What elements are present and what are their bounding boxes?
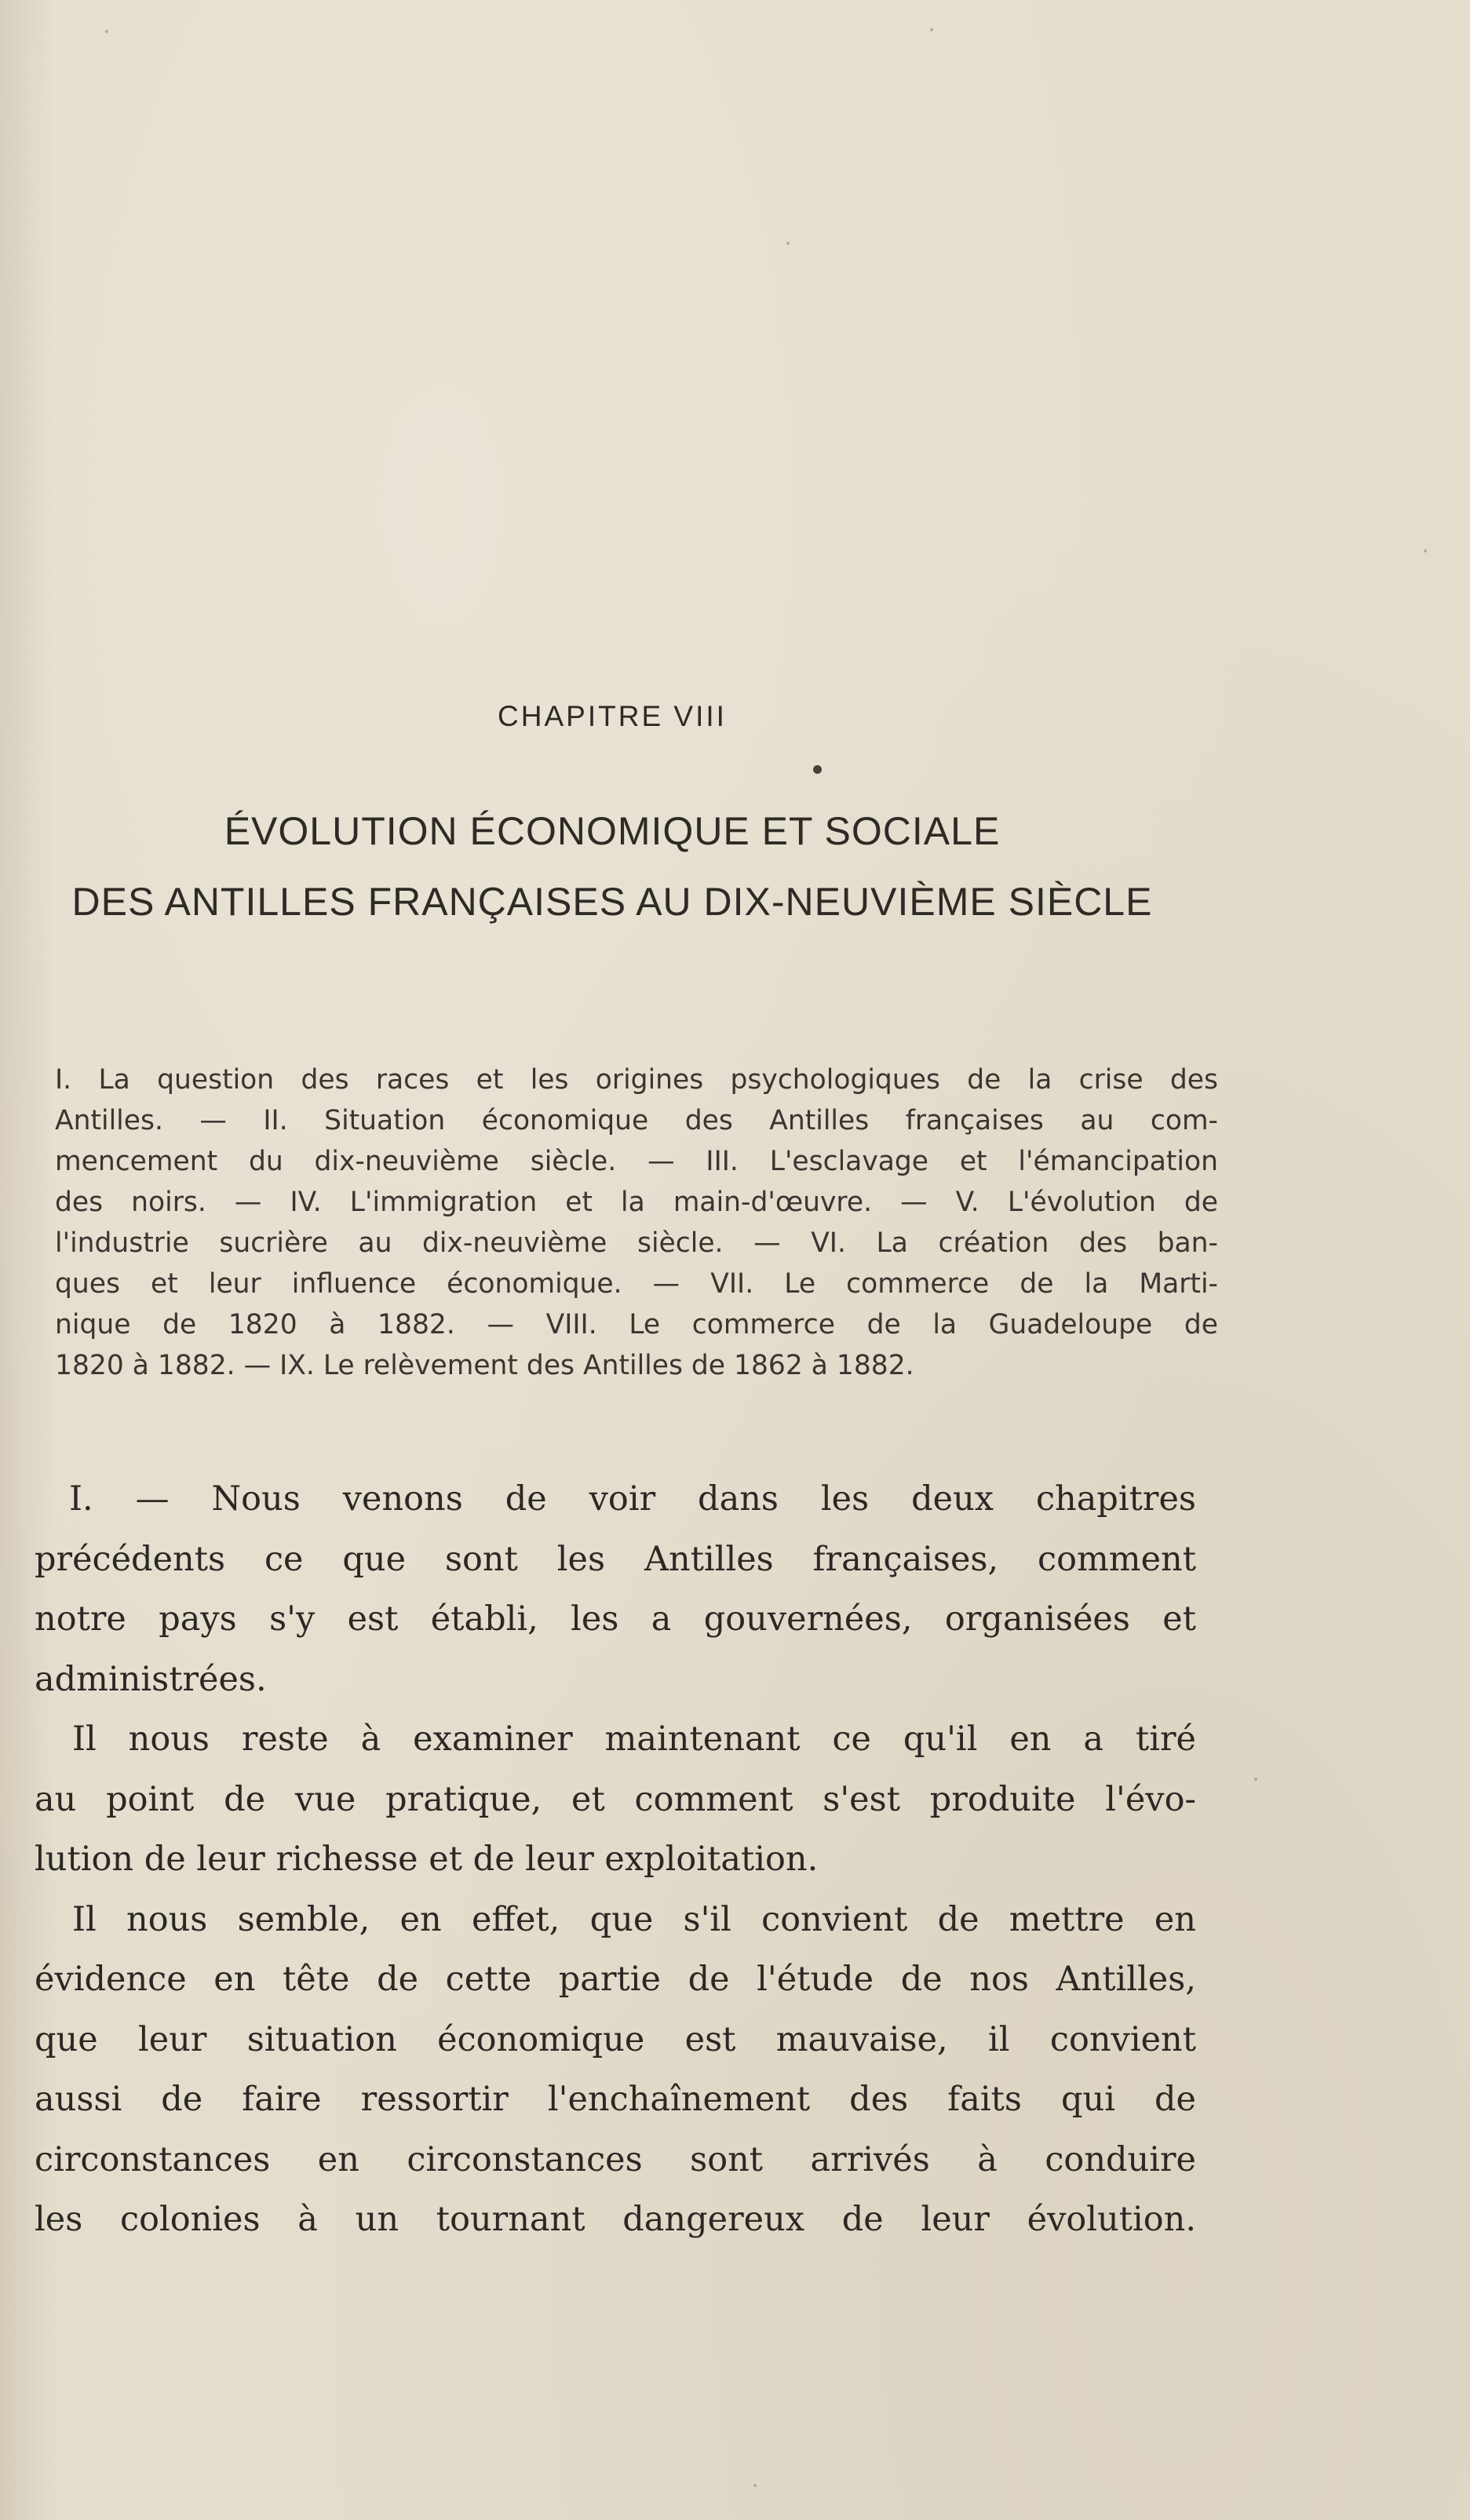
paragraph-2-line: Il nous reste à examiner maintenant ce qu'il en a tiré [72, 1720, 1196, 1759]
summary-line: 1820 à 1882. — IX. Le relèvement des Antilles de 1862 à 1882. [55, 1350, 914, 1381]
body-text [35, 1469, 1196, 2250]
chapter-ornament [813, 765, 822, 774]
summary-line: mencement du dix-neuvième siècle. — III. L'esclavage et l'émancipation [55, 1146, 1218, 1177]
summary-line: I. La question des races et les origines psychologiques de la crise des [55, 1064, 1218, 1096]
summary-line: des noirs. — IV. L'immigration et la main-d'œuvre. — V. L'évolution de [55, 1187, 1218, 1218]
paragraph-3-line: aussi de faire ressortir l'enchaînement des faits qui de [35, 2080, 1196, 2119]
summary-line: nique de 1820 à 1882. — VIII. Le commerce de la Guadeloupe de [55, 1309, 1218, 1340]
paragraph-1-line: précédents ce que sont les Antilles françaises, comment [35, 1539, 1196, 1579]
paragraph-3-line: Il nous semble, en effet, que s'il convient de mettre en [72, 1899, 1196, 1939]
paragraph-3-line: évidence en tête de cette partie de l'étude de nos Antilles, [35, 1960, 1196, 1999]
paper-speck [786, 242, 790, 245]
paragraph-3-line: les colonies à un tournant dangereux de leur évolution. [35, 2200, 1196, 2239]
paragraph-2-line: au point de vue pratique, et comment s'est produite l'évo- [35, 1779, 1196, 1819]
paper-speck [105, 30, 108, 33]
paragraph-1-line: administrées. [35, 1659, 267, 1699]
paper-speck [930, 28, 933, 31]
summary-line: Antilles. — II. Situation économique des Antilles françaises au com- [55, 1105, 1218, 1136]
summary-line: l'industrie sucrière au dix-neuvième siècle. — VI. La création des ban- [55, 1227, 1218, 1259]
chapter-title-line-1: ÉVOLUTION ÉCONOMIQUE ET SOCIALE [224, 809, 1001, 853]
chapter-title-line-2: DES ANTILLES FRANÇAISES AU DIX-NEUVIÈME SIÈCLE [71, 880, 1153, 924]
paper-speck [1424, 549, 1427, 553]
chapter-label: CHAPITRE VIII [498, 700, 727, 732]
paragraph-3-line: que leur situation économique est mauvaise, il convient [35, 2019, 1196, 2059]
paper-speck [1254, 1778, 1257, 1781]
paragraph-1-line: I. — Nous venons de voir dans les deux chapitres [69, 1479, 1196, 1519]
summary-line: ques et leur influence économique. — VII. Le commerce de la Marti- [55, 1268, 1218, 1300]
paragraph-2-line: lution de leur richesse et de leur exploitation. [35, 1840, 819, 1879]
paper-speck [753, 2484, 757, 2487]
chapter-summary [55, 1059, 1218, 1386]
paragraph-3-line: circonstances en circonstances sont arrivés à conduire [35, 2139, 1196, 2179]
paragraph-1-line: notre pays s'y est établi, les a gouvernées, organisées et [35, 1599, 1196, 1639]
